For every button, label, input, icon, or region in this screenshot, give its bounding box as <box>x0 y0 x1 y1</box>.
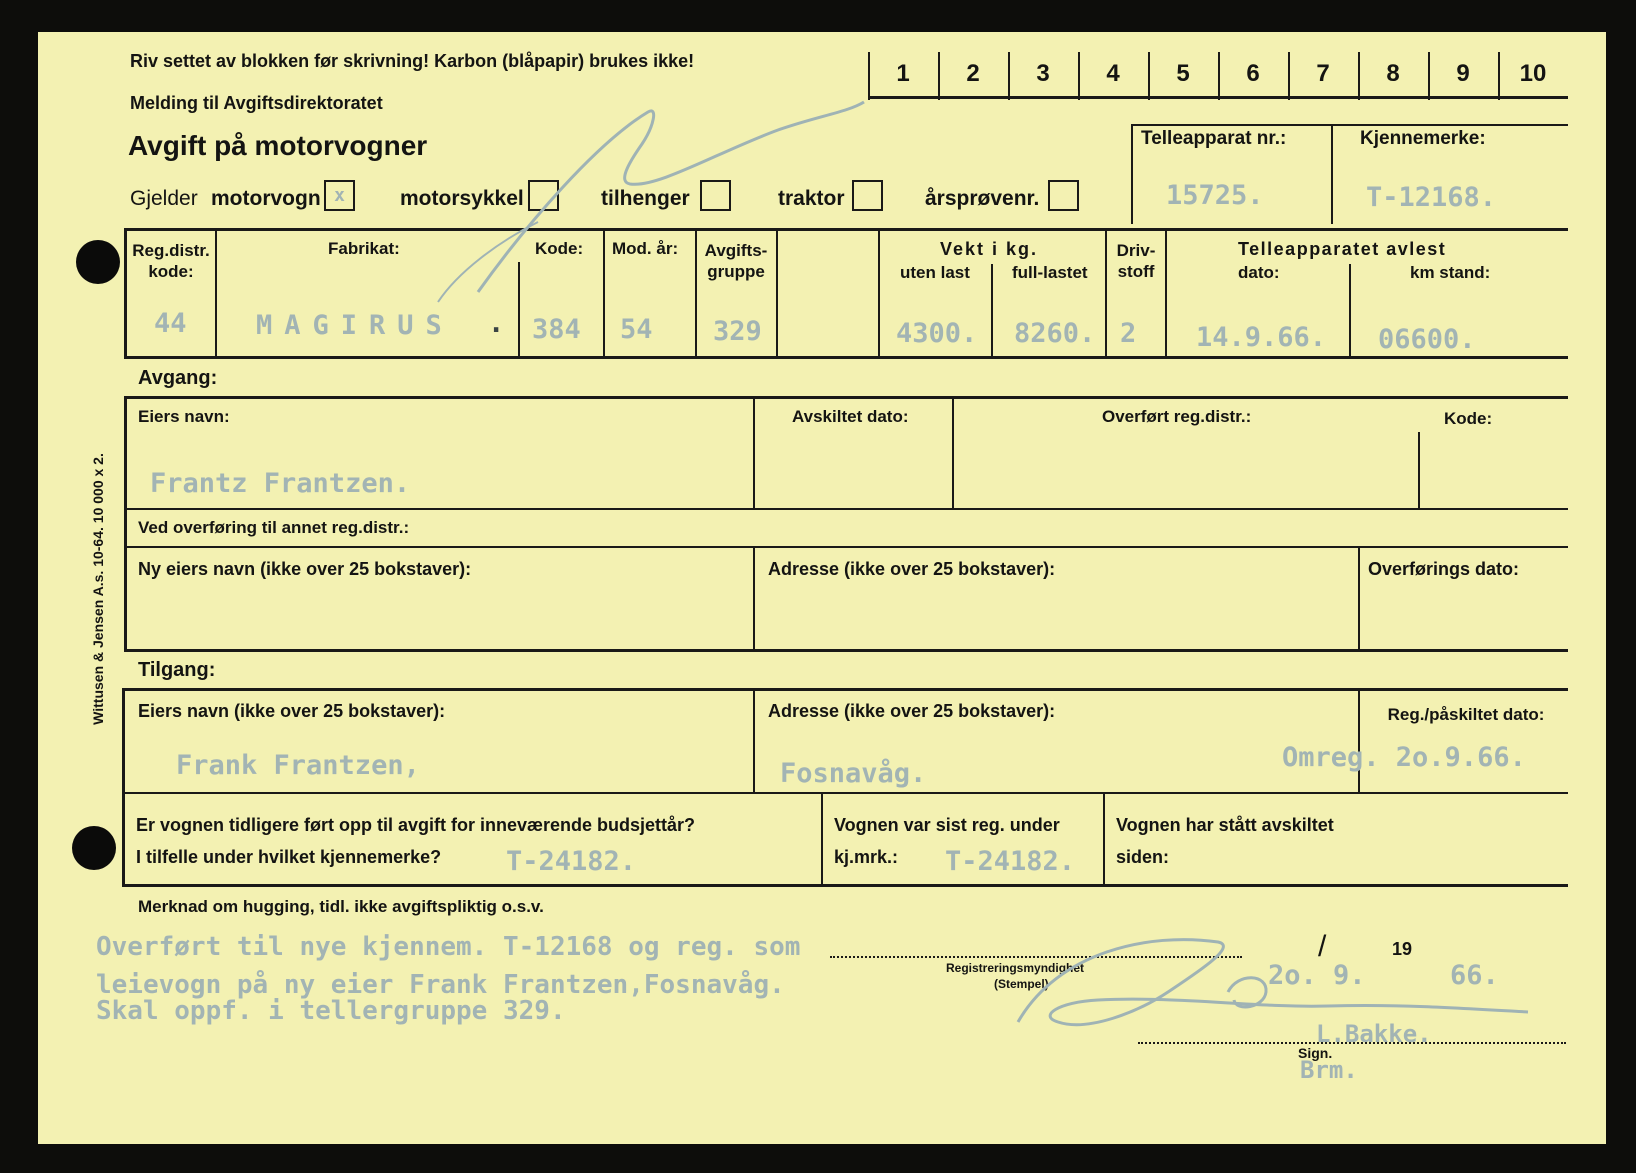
top-number-10: 10 <box>1519 60 1547 87</box>
top-number-7: 7 <box>1316 60 1330 87</box>
val-kode: 384 <box>532 314 581 345</box>
avgang-bottom-rule <box>124 649 1568 652</box>
top-number-4: 4 <box>1106 60 1120 87</box>
col-rule-8 <box>1105 228 1107 358</box>
check-mark: x <box>334 185 345 206</box>
signature-year-value: 66. <box>1450 960 1499 991</box>
col-rule-1 <box>215 228 217 358</box>
merknad-line-2: leievogn på ny eier Frank Frantzen,Fosnavåg. <box>96 970 785 1000</box>
val-fabrikat-dot: . <box>488 308 505 339</box>
question-col-2 <box>1103 792 1105 886</box>
number-separator <box>1078 52 1080 100</box>
reg-box-top-rule <box>1131 124 1568 126</box>
hdr-avgiftsgruppe: Avgifts- gruppe <box>704 241 768 282</box>
year-prefix: 19 <box>1392 939 1413 959</box>
vehicle-table-left-rule <box>124 228 127 358</box>
question-col-1 <box>821 792 823 886</box>
hdr-dato: dato: <box>1238 263 1280 282</box>
tilgang-bottom-rule <box>122 884 1568 887</box>
hdr-kode: Kode: <box>535 239 584 258</box>
signer-name: L.Bakke. <box>1316 1020 1432 1048</box>
merknad-label: Merknad om hugging, tidl. ikke avgiftspliktig o.s.v. <box>138 897 544 916</box>
sign-label: Sign. <box>1298 1045 1333 1061</box>
question-2-value: T-24182. <box>945 846 1076 877</box>
signer-title: Brm. <box>1300 1056 1358 1084</box>
number-separator <box>1008 52 1010 100</box>
kjennemerke-value: T-12168. <box>1366 182 1497 213</box>
col-rule-10 <box>1349 264 1351 358</box>
option-traktor-label: traktor <box>778 187 845 210</box>
stamp-label: Registreringsmyndighet <box>946 961 1085 975</box>
val-drivstoff: 2 <box>1120 318 1137 349</box>
val-mod-ar: 54 <box>620 314 653 345</box>
checkbox-arsprovenr[interactable] <box>1048 180 1079 211</box>
tilgang-eiers-navn-value: Frank Frantzen, <box>176 750 420 781</box>
top-number-1: 1 <box>896 60 910 87</box>
avgang-adresse-label: Adresse (ikke over 25 bokstaver): <box>768 559 1056 579</box>
hdr-vekt: Vekt i kg. <box>940 239 1039 259</box>
question-2-line-1: Vognen var sist reg. under <box>834 815 1060 835</box>
tilgang-adresse-value: Fosnavåg. <box>780 758 927 789</box>
top-number-strip <box>868 46 1568 102</box>
option-arsprovenr-label: årsprøvenr. <box>925 187 1040 210</box>
signature-date-value: 2o. 9. <box>1268 960 1366 991</box>
top-number-2: 2 <box>966 60 980 87</box>
option-motorvogn-label: motorvogn <box>211 187 321 210</box>
tilgang-label: Tilgang: <box>138 659 216 681</box>
date-slash: / <box>1318 930 1327 963</box>
question-1-line-1: Er vognen tidligere ført opp til avgift for inneværende budsjettår? <box>136 815 696 835</box>
stamp-sub-label: (Stempel) <box>994 977 1049 991</box>
ved-overforing-label: Ved overføring til annet reg.distr.: <box>138 518 410 537</box>
avgang-label: Avgang: <box>138 367 218 389</box>
tilgang-col-2 <box>1358 688 1360 792</box>
avgang-col-4 <box>753 546 755 650</box>
tilgang-top-rule <box>122 688 1568 691</box>
val-km-stand: 06600. <box>1378 324 1476 355</box>
pen-scribble-graphic <box>418 72 878 312</box>
top-number-6: 6 <box>1246 60 1260 87</box>
val-uten-last: 4300. <box>896 318 978 349</box>
question-1-line-2: I tilfelle under hvilket kjennemerke? <box>136 847 442 867</box>
question-2-line-2: kj.mrk.: <box>834 847 899 867</box>
number-separator <box>1148 52 1150 100</box>
addressee-text: Melding til Avgiftsdirektoratet <box>130 93 383 113</box>
top-number-9: 9 <box>1456 60 1470 87</box>
reg-box-divider <box>1331 124 1333 224</box>
col-rule-9 <box>1165 228 1167 358</box>
ny-eier-label: Ny eiers navn (ikke over 25 bokstaver): <box>138 559 472 579</box>
telleapparat-value: 15725. <box>1166 180 1264 211</box>
number-strip-rule <box>868 96 1568 99</box>
hdr-mod-ar: Mod. år: <box>612 239 679 258</box>
punch-hole-top <box>76 240 120 284</box>
val-reg-distr: 44 <box>154 308 187 339</box>
form-card <box>38 32 1606 1144</box>
question-3-line-2: siden: <box>1116 847 1170 867</box>
avgang-overfort-label: Overført reg.distr.: <box>1102 407 1252 426</box>
overforings-dato-label: Overførings dato: <box>1368 559 1520 579</box>
avgang-mid-rule <box>124 508 1568 510</box>
reg-box-left-rule <box>1131 124 1133 224</box>
form-title: Avgift på motorvogner <box>128 130 428 161</box>
val-full-lastet: 8260. <box>1014 318 1096 349</box>
question-3-line-1: Vognen har stått avskiltet <box>1116 815 1334 835</box>
avgang-col-3 <box>1418 432 1420 508</box>
avgang-col-5 <box>1358 546 1360 650</box>
avgang-kode-label: Kode: <box>1444 409 1493 428</box>
top-number-5: 5 <box>1176 60 1190 87</box>
vehicle-table-bottom-rule <box>124 356 1568 359</box>
hdr-uten-last: uten last <box>900 263 970 282</box>
col-rule-7 <box>991 264 993 358</box>
tilgang-mid-rule <box>122 792 1568 794</box>
val-dato: 14.9.66. <box>1196 322 1327 353</box>
instruction-text: Riv settet av blokken før skrivning! Karbon (blåpapir) brukes ikke! <box>130 51 695 71</box>
handwritten-signature-graphic <box>998 912 1558 1052</box>
punch-hole-bottom <box>72 826 116 870</box>
number-separator <box>1218 52 1220 100</box>
avgang-left-rule <box>124 396 127 650</box>
number-separator <box>1288 52 1290 100</box>
merknad-line-1: Overført til nye kjennem. T-12168 og reg. som <box>96 932 801 962</box>
top-number-3: 3 <box>1036 60 1050 87</box>
avgang-col-1 <box>753 396 755 508</box>
kjennemerke-label: Kjennemerke: <box>1360 128 1486 149</box>
tilgang-adresse-label: Adresse (ikke over 25 bokstaver): <box>768 701 1056 721</box>
option-motorsykkel-label: motorsykkel <box>400 187 524 210</box>
hdr-full-lastet: full-lastet <box>1012 263 1088 282</box>
avgang-top-rule <box>124 396 1568 399</box>
hdr-drivstoff: Driv- stoff <box>1116 241 1156 282</box>
avgang-eiers-navn-label: Eiers navn: <box>138 407 230 426</box>
avgang-avskiltet-label: Avskiltet dato: <box>792 407 909 426</box>
top-number-8: 8 <box>1386 60 1400 87</box>
number-separator <box>1428 52 1430 100</box>
avgang-mid-rule-2 <box>124 546 1568 548</box>
merknad-line-3: Skal oppf. i tellergruppe 329. <box>96 996 566 1026</box>
val-avgiftsgruppe: 329 <box>713 316 762 347</box>
printer-imprint: Wittusen & Jensen A.s. 10-64. 10 000 x 2. <box>90 453 106 725</box>
number-separator <box>1498 52 1500 100</box>
hdr-telle-avlest: Telleapparatet avlest <box>1238 239 1447 259</box>
number-separator <box>1358 52 1360 100</box>
tilgang-eiers-navn-label: Eiers navn (ikke over 25 bokstaver): <box>138 701 446 721</box>
hdr-km-stand: km stand: <box>1410 263 1491 282</box>
question-1-value: T-24182. <box>506 846 637 877</box>
col-rule-6 <box>878 228 880 358</box>
avgang-col-2 <box>952 396 954 508</box>
telleapparat-label: Telleapparat nr.: <box>1141 128 1287 149</box>
checkbox-motorvogn[interactable] <box>324 180 355 211</box>
number-separator <box>938 52 940 100</box>
hdr-reg-distr: Reg.distr. kode: <box>132 241 210 282</box>
tilgang-reg-value: Omreg. 2o.9.66. <box>1282 742 1526 773</box>
tilgang-col-1 <box>753 688 755 792</box>
avgang-eiers-navn-value: Frantz Frantzen. <box>150 468 411 499</box>
val-fabrikat: MAGIRUS <box>256 310 454 341</box>
option-tilhenger-label: tilhenger <box>601 187 690 210</box>
gjelder-label: Gjelder <box>130 187 198 210</box>
tilgang-left-rule <box>122 688 125 886</box>
hdr-fabrikat: Fabrikat: <box>328 239 400 258</box>
tilgang-reg-label: Reg./påskiltet dato: <box>1387 705 1545 724</box>
